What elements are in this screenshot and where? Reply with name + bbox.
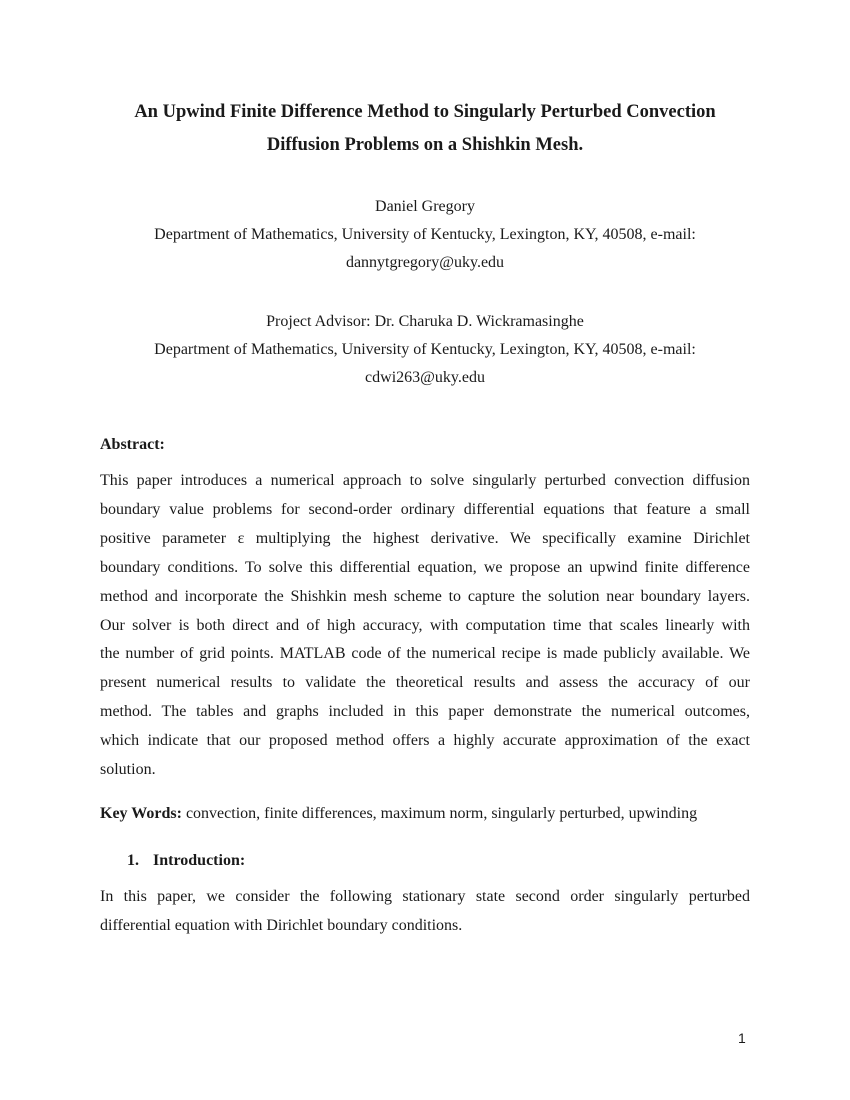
paper-title	[100, 96, 750, 162]
author-block	[100, 193, 750, 277]
abstract-line: method and incorporate the Shishkin mesh scheme to capture the solution near boundary layers.	[100, 587, 750, 605]
advisor-email: cdwi263@uky.edu	[365, 369, 485, 386]
author-email: dannytgregory@uky.edu	[345, 254, 505, 271]
page-number: 1	[738, 1030, 746, 1046]
section-title: Introduction:	[153, 852, 246, 869]
abstract-line: boundary conditions. To solve this differential equation, we propose an upwind finite difference	[100, 558, 750, 576]
keywords	[100, 800, 750, 828]
abstract-line: present numerical results to validate the theoretical results and assess the accuracy of our	[100, 674, 750, 692]
abstract-line: solution.	[100, 761, 156, 779]
abstract-line: This paper introduces a numerical approach to solve singularly perturbed convection diffusion	[100, 472, 750, 489]
advisor-name: Project Advisor: Dr. Charuka D. Wickramasinghe	[266, 313, 584, 330]
abstract-line: method. The tables and graphs included in this paper demonstrate the numerical outcomes,	[100, 703, 750, 721]
section-number: 1.	[127, 852, 139, 869]
abstract-text	[100, 467, 750, 785]
introduction-heading	[127, 847, 245, 875]
author-name: Daniel Gregory	[375, 198, 475, 215]
keywords-text: convection, finite differences, maximum norm, singularly perturbed, upwinding	[181, 805, 698, 822]
introduction-line: differential equation with Dirichlet boundary conditions.	[100, 916, 463, 934]
abstract-line: positive parameter ε multiplying the highest derivative. We specifically examine Dirichlet	[100, 529, 750, 547]
abstract-line: which indicate that our proposed method offers a highly accurate approximation of the exact	[100, 732, 750, 750]
author-affiliation: Department of Mathematics, University of Kentucky, Lexington, KY, 40508, e-mail:	[154, 226, 696, 243]
advisor-affiliation: Department of Mathematics, University of Kentucky, Lexington, KY, 40508, e-mail:	[154, 341, 696, 358]
abstract-heading: Abstract:	[100, 436, 165, 453]
title-line-2: Diffusion Problems on a Shishkin Mesh.	[266, 135, 584, 155]
advisor-block	[100, 308, 750, 392]
title-line-1: An Upwind Finite Difference Method to Singularly Perturbed Convection	[134, 102, 716, 122]
keywords-label: Key Words:	[100, 805, 182, 822]
abstract-line: Our solver is both direct and of high accuracy, with computation time that scales linearly with	[100, 616, 750, 634]
abstract-line: the number of grid points. MATLAB code of the numerical recipe is made publicly available. We	[100, 645, 750, 663]
introduction-text	[100, 883, 750, 941]
abstract-line: boundary value problems for second-order ordinary differential equations that feature a small	[100, 500, 750, 518]
introduction-line: In this paper, we consider the following stationary state second order singularly perturbed	[100, 888, 750, 905]
